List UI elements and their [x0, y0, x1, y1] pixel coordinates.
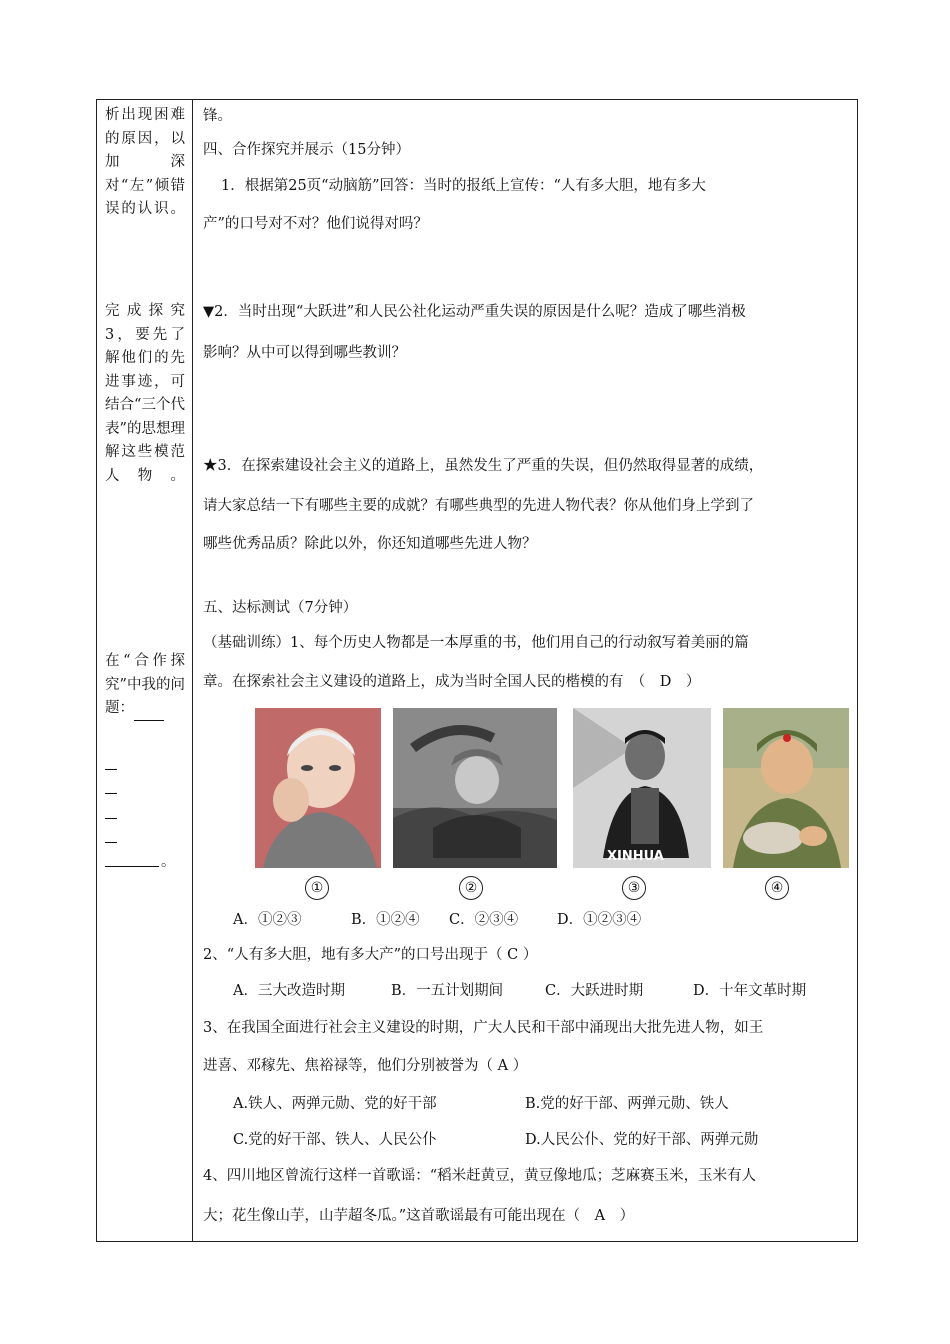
test-2-line1: 2、“人有多大胆，地有多大产”的口号出现于（ C ）: [203, 947, 538, 963]
answer-blank[interactable]: [134, 706, 164, 721]
right-content-column: [193, 100, 857, 1241]
question-3-line1: ★3．在探索建设社会主义的道路上，虽然发生了严重的失误，但仍然取得显著的成绩，: [203, 458, 764, 474]
test-4-line2: 大；花生像山芋，山芋超冬瓜。”这首歌谣最有可能出现在（ A ）: [203, 1208, 635, 1224]
test-3-line2: 进喜、邓稼先、焦裕禄等，他们分别被誉为（ A ）: [203, 1058, 528, 1074]
photo-label-3: ③: [622, 876, 646, 900]
answer-blank[interactable]: [105, 866, 159, 867]
answer-blank[interactable]: [105, 842, 117, 843]
test-2-option-d: D．十年文革时期: [693, 983, 807, 999]
note-left-failure-cause: 析出现困难的原因，以加深对“左”倾错误的认识。: [105, 107, 185, 217]
question-1-line2: 产”的口号对不对？他们说得对吗？: [203, 216, 428, 232]
question-3-line3: 哪些优秀品质？除此以外，你还知道哪些先进人物？: [203, 536, 537, 552]
answer-blank[interactable]: [105, 818, 117, 819]
note-left-exploration3: 完成探究3，要先了解他们的先进事迹，可结合“三个代表”的思想理解这些模范人物。: [105, 303, 185, 484]
section4-title: 四、合作探究并展示（15分钟）: [203, 142, 410, 158]
portrait-photo-1: [255, 708, 381, 868]
portrait-photo-3: [573, 708, 711, 868]
question-1-line1: 1．根据第25页“动脑筋”回答：当时的报纸上宣传：“人有多大胆，地有多大: [221, 178, 706, 194]
photo-label-2: ②: [459, 876, 483, 900]
portrait-photo-4: [723, 708, 849, 868]
left-notes-column: [97, 100, 192, 1241]
question-3-line2: 请大家总结一下有哪些主要的成就？有哪些典型的先进人物代表？你从他们身上学到了: [203, 498, 754, 514]
photo-label-4: ④: [765, 876, 789, 900]
test-3-option-c: C.党的好干部、铁人、人民公仆: [233, 1132, 437, 1148]
answer-blank[interactable]: [105, 793, 117, 794]
portrait-photo-2: [393, 708, 557, 868]
question-2-line1: ▼2．当时出现“大跃进”和人民公社化运动严重失误的原因是什么呢？造成了哪些消极: [203, 304, 746, 320]
carry-over-text: 锋。: [203, 108, 232, 124]
test-1-option-c: C．②③④: [449, 912, 519, 928]
photo-label-1: ①: [305, 876, 329, 900]
test-3-line1: 3、在我国全面进行社会主义建设的时期，广大人民和干部中涌现出大批先进人物，如王: [203, 1020, 764, 1036]
section5-title: 五、达标测试（7分钟）: [203, 600, 358, 616]
test-2-option-a: A．三大改造时期: [233, 983, 345, 999]
period-mark: 。: [161, 854, 176, 870]
test-2-option-c: C．大跃进时期: [545, 983, 644, 999]
test-1-option-d: D．①②③④: [557, 912, 642, 928]
test-1-line1: （基础训练）1、每个历史人物都是一本厚重的书，他们用自己的行动叙写着美丽的篇: [203, 635, 749, 651]
test-3-option-a: A.铁人、两弹元勋、党的好干部: [233, 1096, 437, 1112]
note-left-my-question: [105, 650, 185, 721]
test-4-line1: 4、四川地区曾流行这样一首歌谣：“稻米赶黄豆，黄豆像地瓜；芝麻赛玉米，玉米有人: [203, 1168, 757, 1184]
note-left-my-question-label: 在“合作探究”中我的问题：: [105, 653, 185, 716]
worksheet-table: [96, 99, 858, 1242]
test-1-option-b: B．①②④: [351, 912, 420, 928]
answer-blank[interactable]: [105, 769, 117, 770]
test-1-option-a: A．①②③: [233, 912, 302, 928]
test-3-option-b: B.党的好干部、两弹元勋、铁人: [525, 1096, 729, 1112]
test-1-line2: 章。在探索社会主义建设的道路上，成为当时全国人民的楷模的有 （ D ）: [203, 674, 701, 690]
test-3-option-d: D.人民公仆、党的好干部、两弹元勋: [525, 1132, 759, 1148]
question-2-line2: 影响？从中可以得到哪些教训？: [203, 345, 406, 361]
test-2-option-b: B．一五计划期间: [391, 983, 504, 999]
watermark-text: XINHUA: [607, 849, 664, 864]
